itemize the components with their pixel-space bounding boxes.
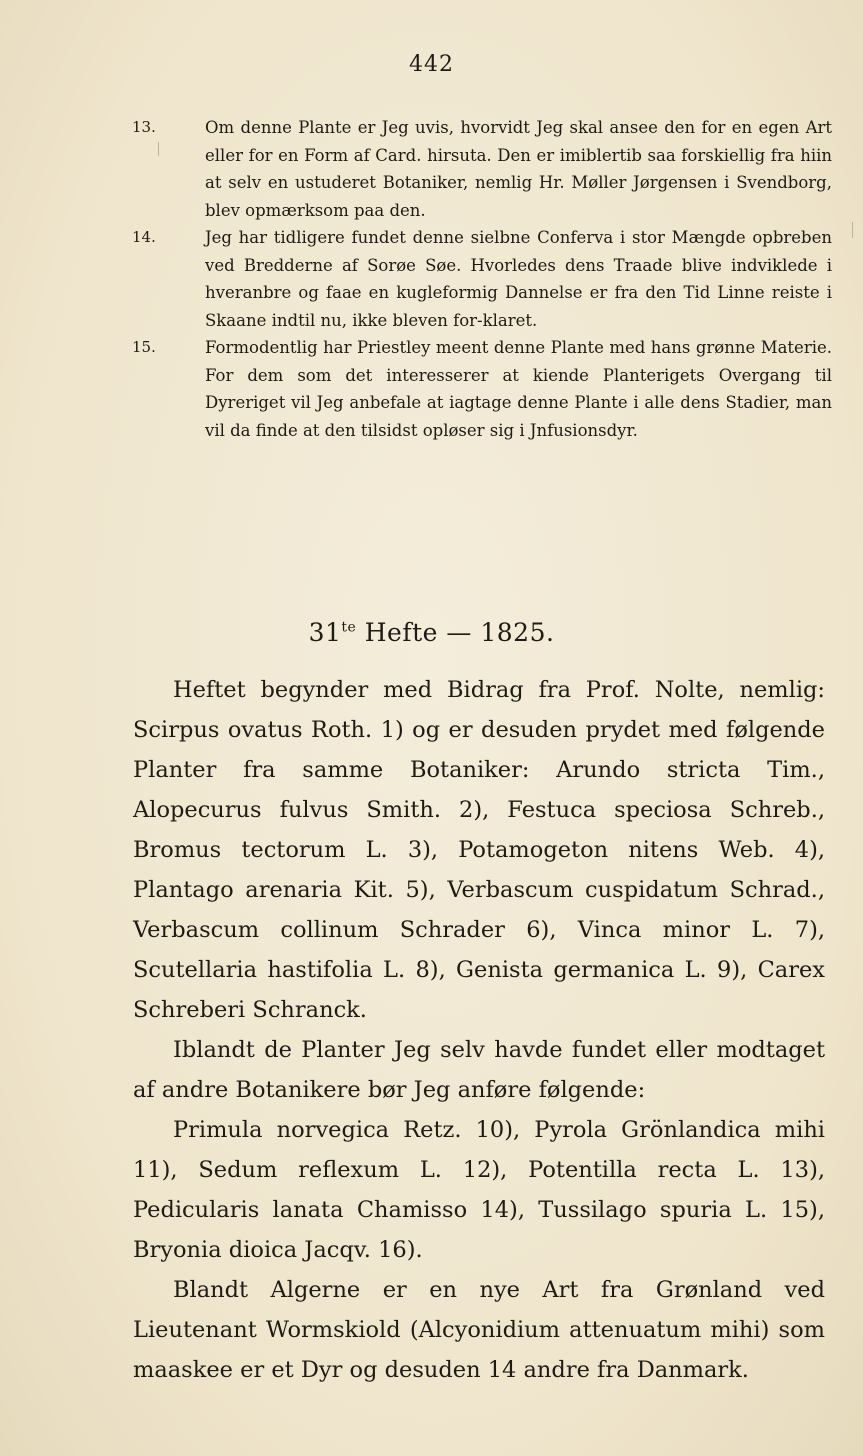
paragraph-own-plants: Iblandt de Planter Jeg selv havde fundet eller modtaget af andre Botanikere bør Jeg anføre følgende: [133,1037,825,1103]
page-number: 442 [409,52,454,77]
heading-superscript: te [341,619,357,636]
footnote-text: Jeg har tidligere fundet denne sielbne Conferva i stor Mængde opbreben ved Bredderne af Sorøe Søe. Hvorledes dens Traade blive indviklede i hveranbre og faae en kugleformig Dannelse er fra den Tid Linne reiste i Skaane indtil nu, ikke bleven for-klaret. [205,228,832,330]
paragraph-plant-list: Primula norvegica Retz. 10), Pyrola Grönlandica mihi 11), Sedum reflexum L. 12), Potentilla recta L. 13), Pedicularis lanata Chamisso 14), Tussilago spuria L. 15), Bryonia dioica Jacqv. 16). [133,1117,825,1263]
margin-mark [852,222,853,238]
footnote-13 [132,114,832,224]
section-heading [0,618,863,647]
heading-number: 31 [308,618,342,647]
footnote-14 [132,224,832,334]
footnote-15 [132,334,832,444]
heading-dash: — [446,618,472,647]
heading-word: Hefte [364,618,438,647]
paragraph-algae: Blandt Algerne er en nye Art fra Grønland ved Lieutenant Wormskiold (Alcyonidium attenuatum mihi) som maaskee er et Dyr og desuden 14 andre fra Danmark. [133,1277,825,1383]
margin-mark [158,142,159,156]
footnotes [132,114,832,444]
heading-year: 1825. [480,618,555,647]
footnote-number: 14. [132,228,156,246]
footnote-text: Formodentlig har Priestley meent denne Plante med hans grønne Materie. For dem som det interesserer at kiende Planterigets Overgang til Dyreriget vil Jeg anbefale at iagtage denne Plante i alle dens Stadier, man vil da finde at den tilsidst opløser sig i Jnfusionsdyr. [205,338,832,440]
footnote-number: 13. [132,118,156,136]
footnote-text: Om denne Plante er Jeg uvis, hvorvidt Jeg skal ansee den for en egen Art eller for en Form af Card. hirsuta. Den er imiblertib saa forskiellig fra hiin at selv en ustuderet Botaniker, nemlig Hr. Møller Jørgensen i Svendborg, blev opmærksom paa den. [205,118,832,220]
paragraph-intro: Heftet begynder med Bidrag fra Prof. Nolte, nemlig: Scirpus ovatus Roth. 1) og er desuden prydet med følgende Planter fra samme Botaniker: Arundo stricta Tim., Alopecurus fulvus Smith. 2), Festuca speciosa Schreb., Bromus tectorum L. 3), Potamogeton nitens Web. 4), Plantago arenaria Kit. 5), Verbascum cuspidatum Schrad., Verbascum collinum Schrader 6), Vinca minor L. 7), Scutellaria hastifolia L. 8), Genista germanica L. 9), Carex Schreberi Schranck. [133,677,825,1023]
footnote-number: 15. [132,338,156,356]
main-text [133,670,825,1390]
